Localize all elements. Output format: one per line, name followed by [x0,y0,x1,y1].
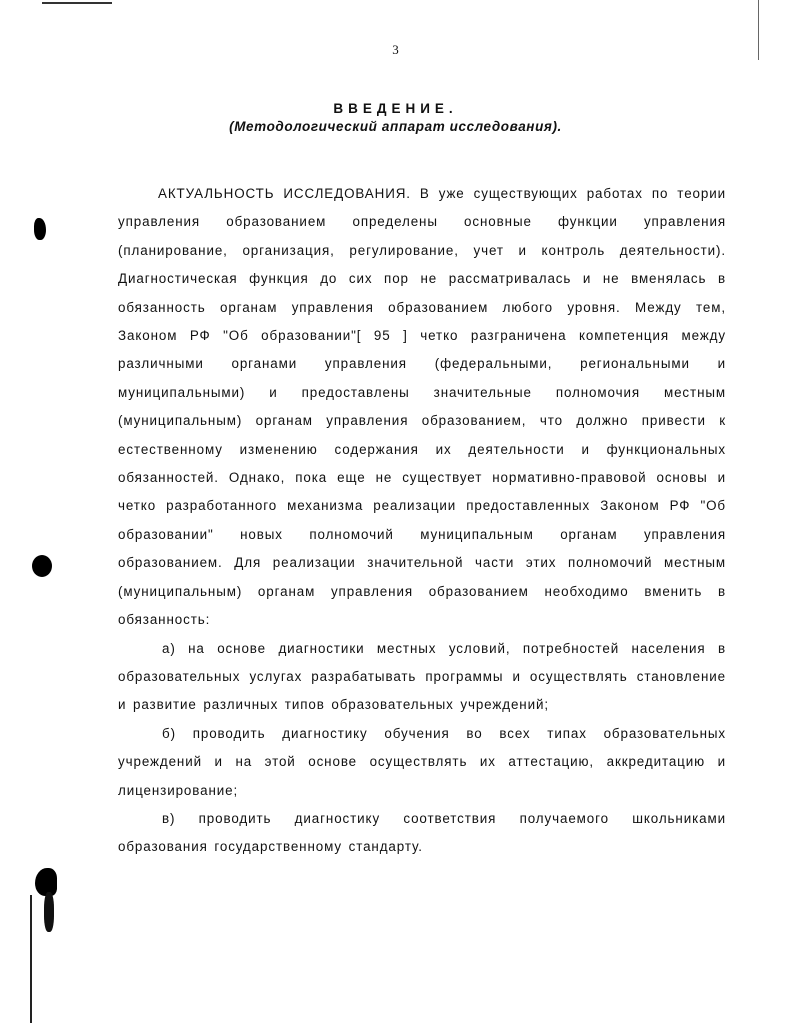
list-item-b: б) проводить диагностику обучения во всех типах образовательных учреждений и на этой основе осуществлять их аттестацию, аккредитацию и лицензирование; [118,725,726,798]
list-item-a: а) на основе диагностики местных условий, потребностей населения в образовательных услугах разрабатывать программы и осуществлять становление и развитие различных типов образовательных учреждений; [118,640,726,713]
page-number: 3 [392,42,399,57]
page-title: ВВЕДЕНИЕ. [333,101,458,116]
scan-ink-spot [44,892,54,932]
scan-artifact-top-dash [42,2,112,4]
list-item-c: в) проводить диагностику соответствия получаемого школьниками образования государственному стандарту. [118,810,726,855]
paragraph-relevance: АКТУАЛЬНОСТЬ ИССЛЕДОВАНИЯ. В уже существующих работах по теории управления образованием определены основные функции управления (планирование, организация, регулирование, учет и контроль деятельности). Диагностическая функция до сих пор не рассматривалась и не вменялась в обязанность органам управления образованием любого уровня. Между тем, Законом РФ "Об образовании"[ 95 ] четко разграничена компетенция между различными органами управления (федеральными, региональными и муниципальными) и предоставлены значительные полномочия местным (муниципальным) органам управления образованием, что должно привести к естественному изменению содержания их деятельности и функциональных обязанностей. Однако, пока еще не существует нормативно-правовой основы и четко разработанного механизма реализации предоставленных Законом РФ "Об образовании" новых полномочий муниципальным органам управления образованием. Для реализации значительной части этих полномочий местным (муниципальным) органам управления образованием необходимо вменить в обязанность: [118,186,726,628]
document-body [118,180,726,862]
scan-ink-spot [34,218,46,240]
scan-artifact-left-edge [30,895,32,1023]
heading [0,100,791,136]
page-subtitle: (Методологический аппарат исследования). [229,119,562,134]
scan-ink-spot [32,555,52,577]
